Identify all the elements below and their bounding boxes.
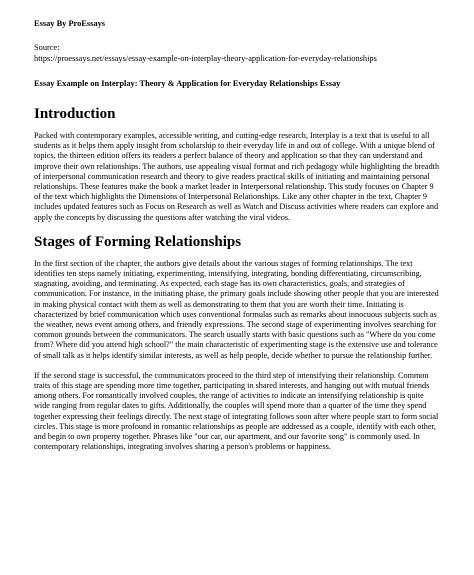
- source-url[interactable]: https://proessays.net/essays/essay-example-on-interplay-theory-application-for-everyday-relationships: [34, 53, 377, 63]
- paragraph: In the first section of the chapter, the authors give details about the various stages of forming relationships. The text identifies ten steps namely initiating, experimenting, intensifying, integrating, bonding differentiating, circumscribing, stagnating, avoiding, and terminating. As expected, each stage has its own characteristics, goals, and strategies of communication. For instance, in the initiating phase, the primary goals include showing other people that you are interested in making physical contact with them as well as demonstrating to them that you are worth their time. Initiating is characterized by brief communication which uses conventional formulas such as remarks about innocuous subjects such as the weather, news event among others, and friendly expressions. The second stage of experimenting involves searching for common grounds between the communicators. The search usually starts with basic questions such as "Where do you come from? Where did you attend high school?" the main characteristic of experimenting stage is the extensive use and tolerance of small talk as it helps identify similar interests, as well as help people, decide whether to pursue the relationship further.: [34, 258, 439, 360]
- site-header: Essay By ProEssays: [34, 19, 106, 28]
- section-stages: [34, 233, 440, 453]
- section-heading: Stages of Forming Relationships: [34, 233, 242, 250]
- section-heading: Introduction: [34, 106, 116, 122]
- paragraph: Packed with contemporary examples, accessible writing, and cutting-edge research, Interplay is a text that is useful to all students as it helps them apply insight from scholarship to their everyday life in and out of college. With a unique blend of topics, the thirteen edition offers its readers a perfect balance of theory and application so that they can understand and improve their own relationships. The authors, use appealing visual format and rich pedagogy while highlighting the breadth of interpersonal communication research and theory to give readers practical skills of initiating and maintaining personal relationships. These features make the book a market leader in Interpersonal relationship. This study focuses on Chapter 9 of the text which highlights the Dimensions of Interpersonal Relationships. Like any other chapter in the text, Chapter 9 includes updated features such as Focus on Research as well as Watch and Discuss activities where readers can explore and apply the concepts by discussing the questions after watching the viral videos.: [34, 131, 440, 222]
- essay-title: Essay Example on Interplay: Theory & Application for Everyday Relationships Essay: [34, 79, 341, 88]
- section-introduction: [34, 105, 440, 223]
- paragraph: If the second stage is successful, the communicators proceed to the third step of intensifying their relationship. Common traits of this stage are spending more time together, participating in shared interests, and hanging out with mutual friends among others. For romantically involved couples, the range of activities to indicate an intensifying relationship is quite wide ranging from regular dates to gifts. Additionally, the couples will spend more than a quarter of the time they spend together expressing their feelings directly. The next stage of integrating follows soon after where people start to form social circles. This stage is more profound in romantic relationships as people are addressed as a couple, identify with each other, and begin to own property together. Phrases like "our car, our apartment, and our favorite song" is commonly used. In contemporary relationships, integrating involves sharing a person's problems or happiness.: [34, 370, 439, 452]
- source-label: Source:: [34, 43, 60, 52]
